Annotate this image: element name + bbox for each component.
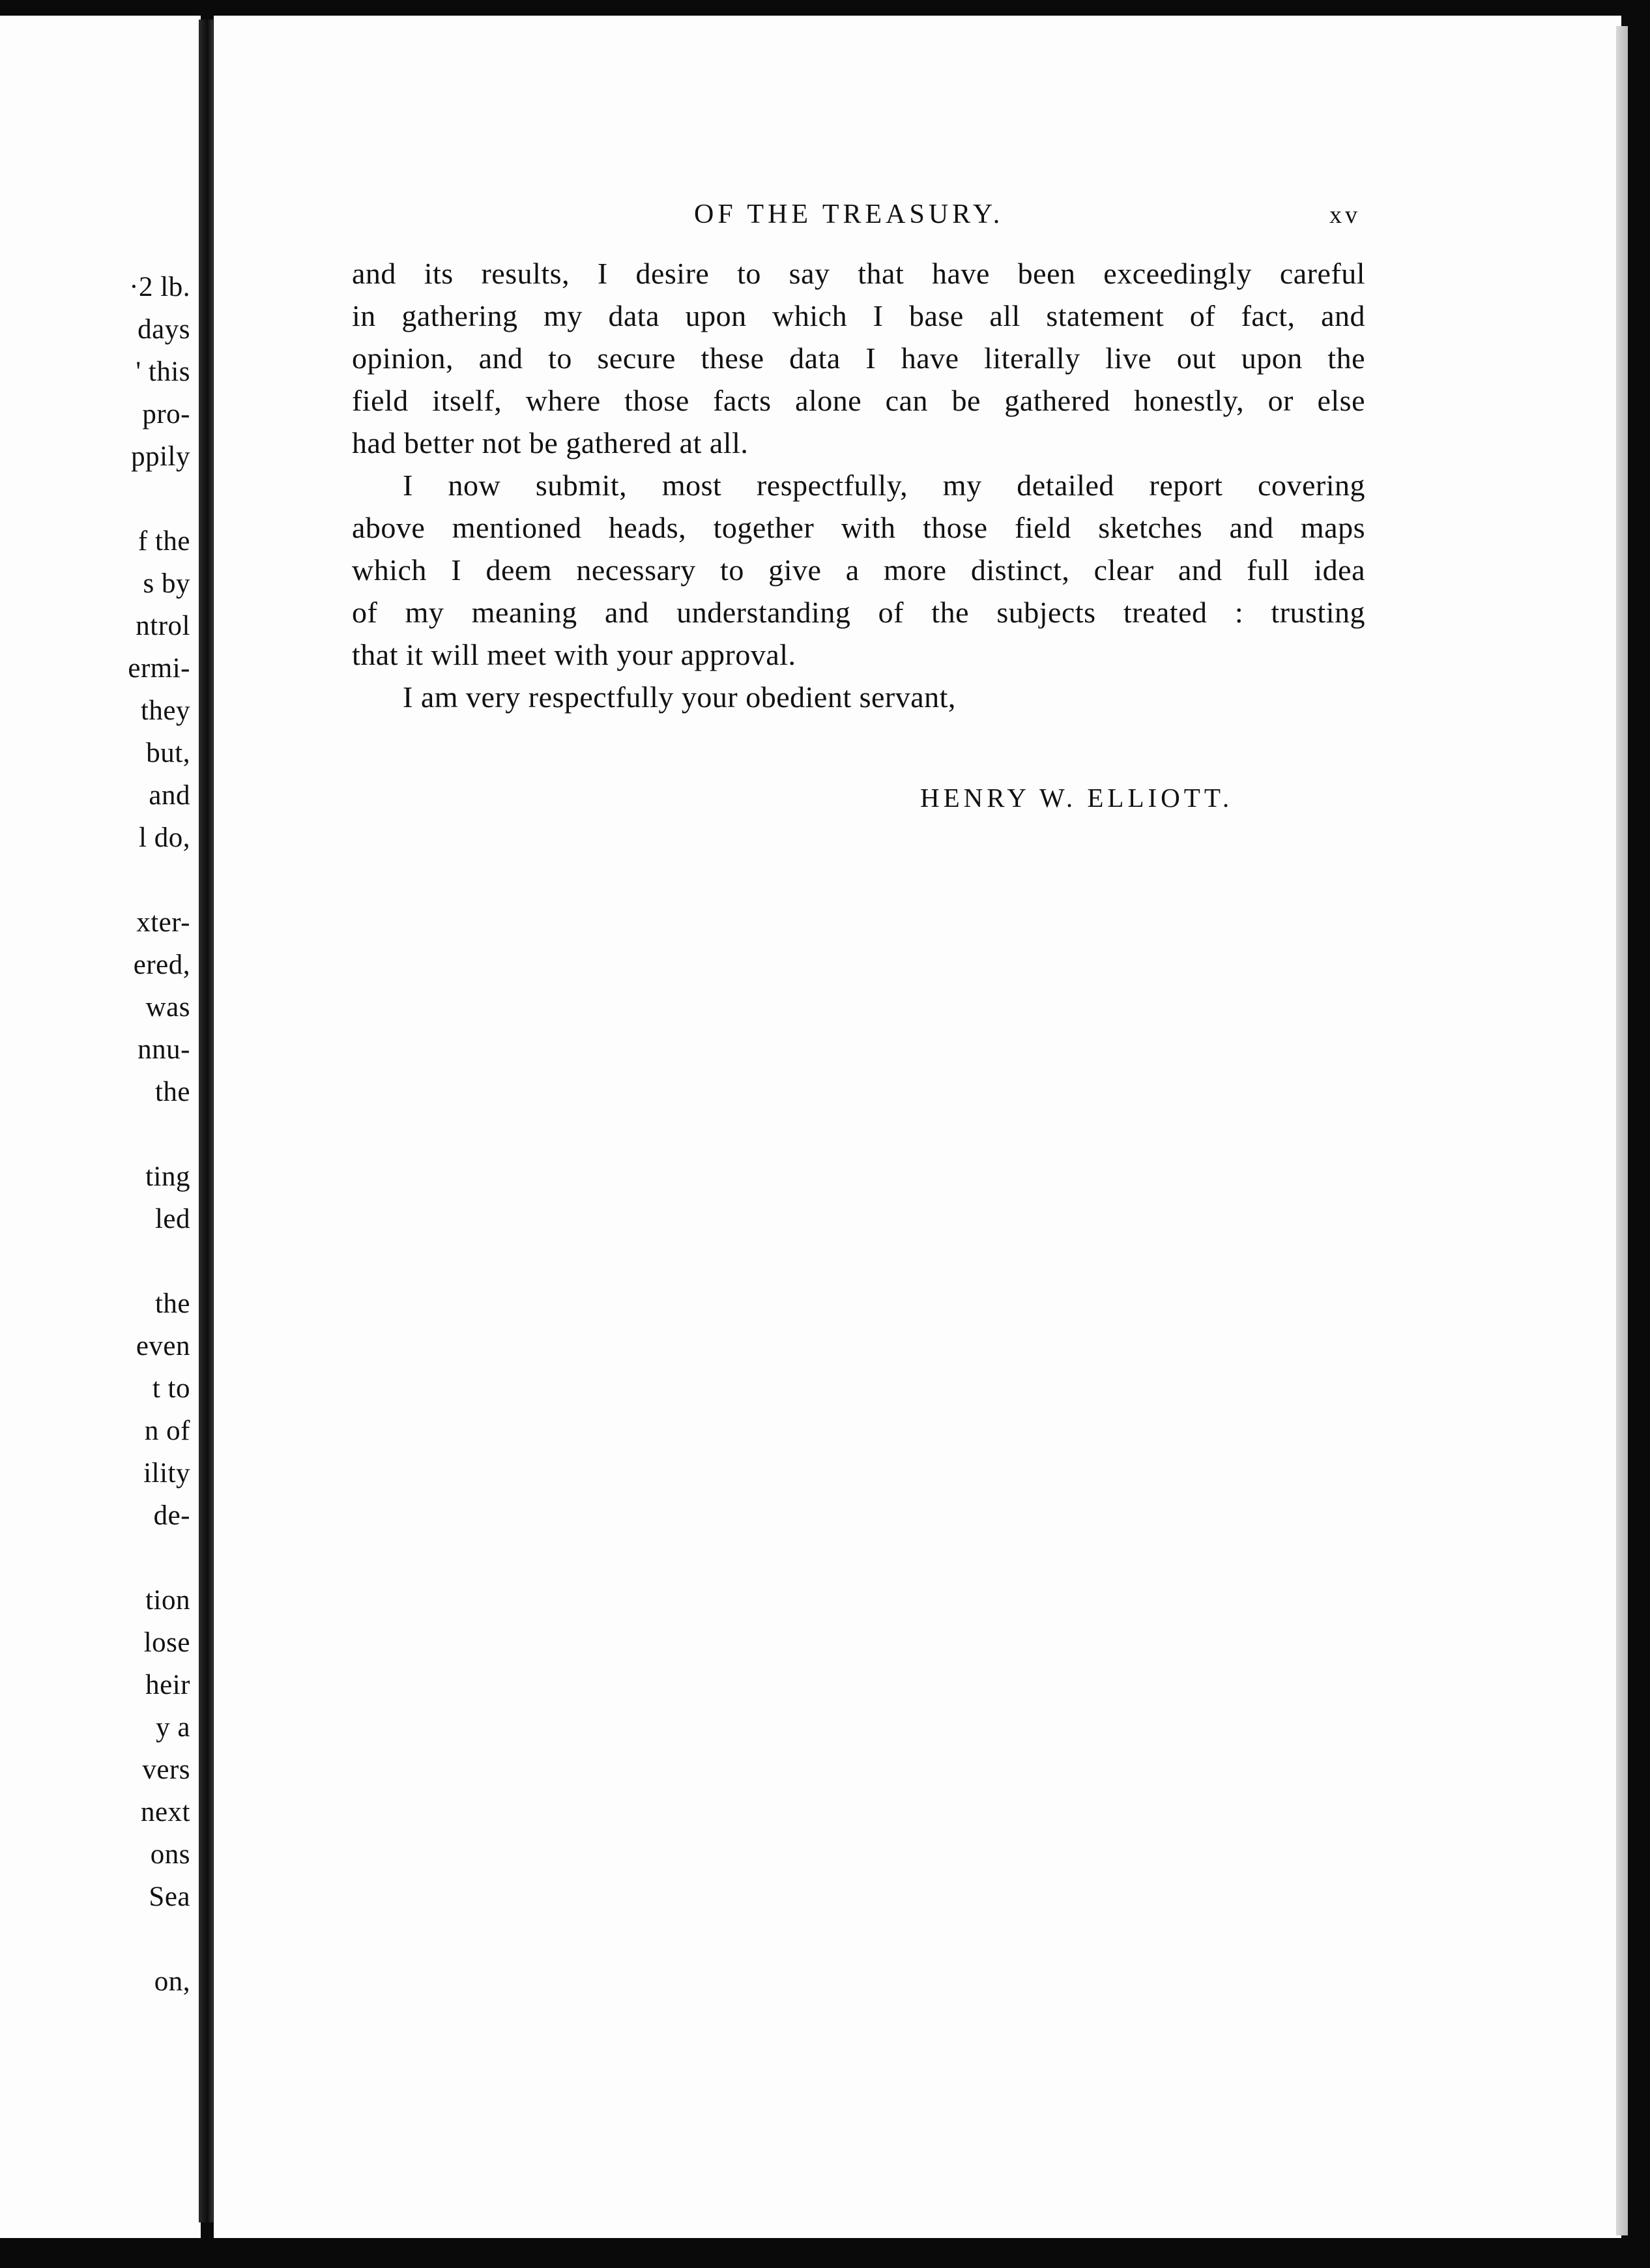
left-line-fragment: l do, <box>139 822 190 853</box>
left-line-fragment: they <box>140 695 190 726</box>
page-edge <box>1616 26 1628 2235</box>
signature-name: HENRY W. ELLIOTT. <box>920 783 1234 813</box>
body-line: and its results, I desire to say that have been exceedingly careful <box>352 257 1365 290</box>
left-line-fragment: pro- <box>142 399 190 429</box>
left-line-fragment: on, <box>154 1966 190 1997</box>
left-line-fragment: ·2 lb. <box>129 272 190 302</box>
body-line: I now submit, most respectfully, my detailed report covering <box>403 469 1365 502</box>
running-head: OF THE TREASURY. <box>694 199 1004 229</box>
body-line: opinion, and to secure these data I have literally live out upon the <box>352 342 1365 375</box>
left-line-fragment: but, <box>146 738 190 768</box>
body-line: of my meaning and understanding of the subjects treated : trusting <box>352 596 1365 629</box>
body-line: in gathering my data upon which I base all statement of fact, and <box>352 299 1365 332</box>
left-line-fragment: the <box>154 1077 190 1107</box>
left-line-fragment: led <box>154 1204 190 1234</box>
body-line: above mentioned heads, together with those field sketches and maps <box>352 511 1365 544</box>
left-line-fragment: Sea <box>149 1882 190 1912</box>
left-line-fragment: t to <box>152 1373 190 1404</box>
left-line-fragment: y a <box>156 1712 190 1743</box>
left-line-fragment: ered, <box>133 950 190 980</box>
left-line-fragment: ermi- <box>128 653 190 684</box>
left-line-fragment: was <box>145 992 190 1023</box>
body-line: had better not be gathered at all. <box>352 426 749 459</box>
left-line-fragment: f the <box>138 526 190 557</box>
closing-salutation: I am very respectfully your obedient servant, <box>403 680 956 714</box>
left-line-fragment: n of <box>144 1416 190 1446</box>
left-line-fragment: xter- <box>136 907 190 938</box>
left-line-fragment: heir <box>145 1670 190 1700</box>
left-line-fragment: tion <box>145 1585 190 1616</box>
left-line-fragment: ting <box>145 1161 190 1192</box>
left-line-fragment: even <box>136 1331 190 1361</box>
left-line-fragment: s by <box>143 568 190 599</box>
body-line: which I deem necessary to give a more distinct, clear and full idea <box>352 553 1365 587</box>
left-line-fragment: ntrol <box>136 611 190 641</box>
previous-page-fragment <box>0 16 201 2238</box>
left-line-fragment: lose <box>143 1627 190 1658</box>
left-line-fragment: ons <box>150 1839 190 1870</box>
body-line: field itself, where those facts alone can be gathered honestly, or else <box>352 384 1365 417</box>
left-line-fragment: de- <box>153 1500 190 1531</box>
left-line-fragment: ' this <box>136 356 190 387</box>
left-line-fragment: nnu- <box>138 1034 190 1065</box>
left-line-fragment: and <box>149 780 190 811</box>
left-line-fragment: vers <box>142 1754 190 1785</box>
left-line-fragment: ppily <box>131 441 190 472</box>
body-line: that it will meet with your approval. <box>352 638 796 671</box>
left-line-fragment: the <box>154 1288 190 1319</box>
left-line-fragment: days <box>138 314 190 345</box>
left-line-fragment: next <box>140 1797 190 1827</box>
book-gutter <box>199 20 213 2222</box>
left-line-fragment: ility <box>143 1458 190 1489</box>
page-number: xv <box>1329 201 1361 229</box>
